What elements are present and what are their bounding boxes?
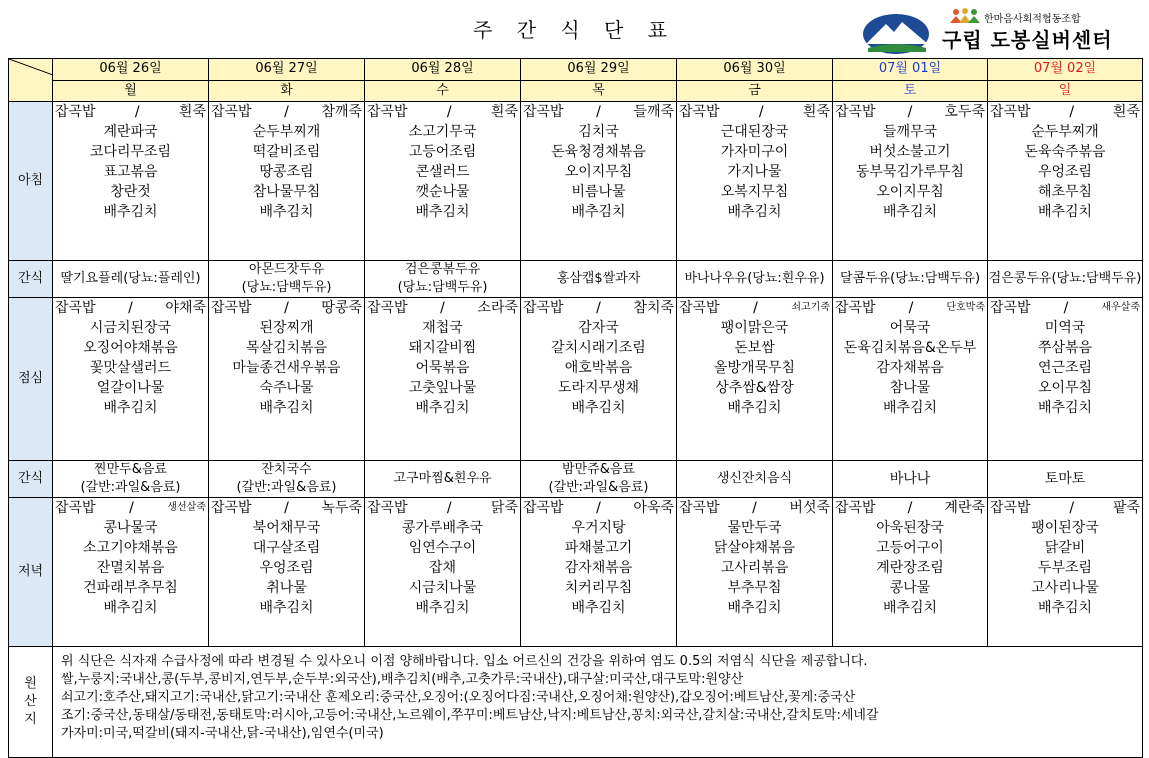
rice: 잡곡밥: [679, 500, 720, 516]
rice: 잡곡밥: [55, 104, 96, 120]
menu-item: 오이지무침: [564, 164, 633, 180]
menu-item: 돈육숙주볶음: [1024, 144, 1106, 160]
menu-item: 재첩국: [422, 320, 463, 336]
menu-item: 떡갈비조림: [252, 144, 321, 160]
menu-item: 오복지무침: [720, 184, 789, 200]
menu-item: 배추김치: [571, 600, 626, 616]
menu-item: 참나물무침: [252, 184, 321, 200]
porridge: 참깨죽: [321, 104, 362, 120]
lunch-row: [9, 298, 1143, 461]
menu-item: 배추김치: [1037, 400, 1093, 416]
porridge: 단호박죽: [946, 302, 985, 313]
snack2-cell: [53, 461, 209, 498]
breakfast-rice-line: [365, 102, 520, 122]
menu-item: 배추김치: [571, 204, 626, 220]
rice: 잡곡밥: [835, 300, 876, 316]
rice: 잡곡밥: [367, 300, 408, 316]
menu-item: 오이무침: [1037, 380, 1093, 396]
menu-item: 부추무침: [727, 580, 782, 596]
dinner-rice-line: [53, 498, 208, 518]
snack2-row: [9, 461, 1143, 498]
menu-item: 배추김치: [882, 600, 938, 616]
snack-line: (갈반:과일&음료): [548, 480, 649, 495]
menu-item: 가자미구이: [720, 144, 789, 160]
menu-item: 감자채볶음: [564, 560, 633, 576]
menu-item: 올방개묵무침: [713, 360, 796, 376]
breakfast-rice-line: [833, 102, 987, 122]
origin-row: [9, 647, 1143, 758]
menu-item: 창란젓: [110, 184, 151, 200]
snack1-cell: [53, 261, 209, 298]
people-icon: [948, 8, 982, 24]
menu-item: 팽이맑은국: [720, 320, 789, 336]
separator: /: [596, 300, 601, 316]
menu-item: 가지나물: [727, 164, 782, 180]
lunch-rice-line: [988, 298, 1142, 318]
menu-item: 순두부찌개: [1031, 124, 1099, 140]
menu-item: 연근조림: [1037, 360, 1093, 376]
menu-item: 닭갈비: [1044, 540, 1086, 556]
menu-item: 우엉조림: [1037, 164, 1093, 180]
menu-item: 건파래부추무침: [83, 580, 178, 596]
snack1-row: [9, 261, 1143, 298]
rice: 잡곡밥: [211, 300, 252, 316]
snack-line: 생신잔치음식: [716, 471, 793, 486]
breakfast-cell: [209, 102, 365, 261]
rice: 잡곡밥: [523, 104, 564, 120]
menu-item: 계란장조림: [876, 560, 944, 576]
menu-item: 배추김치: [727, 204, 782, 220]
separator: /: [1063, 300, 1069, 316]
menu-item: 팽이된장국: [1031, 520, 1099, 536]
snack1-cell: [209, 261, 365, 298]
menu-item: 코다리무조림: [89, 144, 172, 160]
menu-item: 배추김치: [1037, 600, 1093, 616]
menu-item: 돼지갈비찜: [408, 340, 477, 356]
separator: /: [907, 104, 913, 120]
menu-item: 콩나물국: [103, 520, 158, 536]
menu-item: 오이지무침: [876, 184, 944, 200]
menu-item: 꽃맛살샐러드: [89, 360, 172, 376]
menu-item: 배추김치: [415, 400, 470, 416]
date-cell: 06월 26일: [53, 59, 209, 81]
weekday-cell: 수: [365, 80, 521, 102]
date-cell: 06월 27일: [209, 59, 365, 81]
menu-item: 배추김치: [103, 204, 158, 220]
menu-item: 감자국: [578, 320, 619, 336]
menu-item: 콩나물: [889, 580, 931, 596]
porridge: 참치죽: [633, 300, 674, 316]
mountain-logo-icon: [862, 10, 932, 54]
separator: /: [128, 300, 133, 316]
separator: /: [752, 500, 757, 516]
separator: /: [129, 500, 134, 516]
diagonal-divider: [9, 59, 53, 95]
breakfast-rice-line: [53, 102, 208, 122]
snack2-cell: [677, 461, 833, 498]
date-cell: 06월 29일: [521, 59, 677, 81]
snack-line: 딸기요플레(당뇨:플레인): [60, 271, 201, 286]
rice: 잡곡밥: [211, 104, 252, 120]
menu-item: 우엉조림: [259, 560, 314, 576]
menu-item: 닭살야채볶음: [713, 540, 796, 556]
rice: 잡곡밥: [55, 500, 96, 516]
snack-line: 토마토: [1044, 471, 1086, 487]
separator: /: [908, 300, 914, 316]
dinner-row: [9, 498, 1143, 647]
dinner-rice-line: [988, 498, 1142, 518]
menu-item: 고사리나물: [1031, 580, 1099, 596]
weekday-cell: 일: [988, 80, 1143, 102]
center-logo: [862, 6, 1149, 56]
rice: 잡곡밥: [679, 300, 720, 316]
snack1-cell: [988, 261, 1143, 298]
date-cell: 07월 02일: [988, 59, 1143, 81]
snack-line: 잔치국수: [261, 462, 312, 477]
snack2-cell: [833, 461, 988, 498]
menu-item: 된장찌개: [259, 320, 314, 336]
porridge: 닭죽: [490, 500, 518, 516]
menu-item: 비름나물: [571, 184, 626, 200]
separator: /: [596, 104, 601, 120]
separator: /: [596, 500, 601, 516]
menu-item: 북어채무국: [252, 520, 321, 536]
menu-item: 소고기야채볶음: [83, 540, 178, 556]
lunch-cell: [53, 298, 209, 461]
weekday-cell: 금: [677, 80, 833, 102]
porridge: 들깨죽: [633, 104, 674, 120]
dinner-rice-line: [677, 498, 832, 518]
menu-item: 돈보쌈: [734, 340, 775, 356]
corner-cell: [9, 59, 53, 102]
breakfast-rice-line: [677, 102, 832, 122]
porridge: 호두죽: [944, 104, 985, 120]
snack-line: 밤만쥬&음료: [562, 462, 635, 477]
menu-item: 계란파국: [103, 124, 158, 140]
separator: /: [440, 300, 445, 316]
rice: 잡곡밥: [211, 500, 252, 516]
porridge: 녹두죽: [321, 500, 362, 516]
menu-item: 애호박볶음: [564, 360, 633, 376]
menu-item: 배추김치: [415, 204, 470, 220]
menu-item: 잔멸치볶음: [96, 560, 165, 576]
rice: 잡곡밥: [990, 500, 1031, 516]
menu-item: 얼갈이나물: [96, 380, 165, 396]
snack-line: 고구마찜&흰우유: [393, 471, 492, 486]
weekday-cell: 화: [209, 80, 365, 102]
menu-item: 콩가루배추국: [401, 520, 484, 536]
porridge: 야채죽: [165, 300, 206, 316]
porridge: 생선살죽: [167, 502, 206, 513]
weekday-cell: 월: [53, 80, 209, 102]
dinner-cell: [833, 498, 988, 647]
rice: 잡곡밥: [367, 104, 408, 120]
menu-item: 표고볶음: [103, 164, 158, 180]
menu-item: 쭈삼볶음: [1037, 340, 1093, 356]
menu-item: 배추김치: [103, 400, 158, 416]
snack-line: (갈반:과일&음료): [236, 480, 337, 495]
dinner-rice-line: [365, 498, 520, 518]
menu-item: 우거지탕: [571, 520, 626, 536]
lunch-label: 점심: [9, 298, 53, 461]
separator: /: [134, 104, 140, 120]
origin-label: [9, 647, 53, 758]
menu-item: 배추김치: [415, 600, 470, 616]
menu-item: 임연수구이: [408, 540, 477, 556]
origin-label-text: 원산지: [24, 676, 37, 727]
menu-item: 배추김치: [882, 400, 938, 416]
breakfast-rice-line: [209, 102, 364, 122]
date-cell: 06월 28일: [365, 59, 521, 81]
snack-line: (당뇨:담백두유): [397, 280, 488, 295]
rice: 잡곡밥: [990, 300, 1031, 316]
breakfast-row: [9, 102, 1143, 261]
rice: 잡곡밥: [835, 500, 876, 516]
snack2-cell: [988, 461, 1143, 498]
menu-item: 배추김치: [259, 400, 314, 416]
rice: 잡곡밥: [523, 500, 564, 516]
breakfast-cell: [677, 102, 833, 261]
snack1-cell: [677, 261, 833, 298]
separator: /: [753, 300, 758, 316]
separator: /: [907, 500, 913, 516]
origin-line: 쇠고기:호주산,돼지고기:국내산,닭고기:국내산 훈제오리:중국산,오징어:(오징어다짐:국내산,오징어채:원양산),갑오징어:베트남산,꽃게:중국산: [61, 690, 856, 705]
separator: /: [284, 104, 289, 120]
lunch-cell: [833, 298, 988, 461]
dinner-cell: [988, 498, 1143, 647]
menu-item: 상추쌈&쌈장: [715, 380, 794, 396]
lunch-rice-line: [677, 298, 832, 318]
date-row: [9, 59, 1143, 81]
menu-item: 소고기무국: [408, 124, 477, 140]
lunch-cell: [988, 298, 1143, 461]
separator: /: [1069, 104, 1075, 120]
menu-item: 오징어야채볶음: [83, 340, 178, 356]
porridge: 아욱죽: [633, 500, 674, 516]
snack1-cell: [365, 261, 521, 298]
breakfast-cell: [365, 102, 521, 261]
separator: /: [758, 104, 764, 120]
page-title: 주 간 식 단 표: [472, 18, 677, 42]
porridge: 땅콩죽: [321, 300, 362, 316]
origin-line: 쌀,누룽지:국내산,콩(두부,콩비지,연두부,순두부:외국산),배추김치(배추,고춧가루:국내산),대구살:미국산,대구토막:원양산: [61, 672, 744, 687]
porridge: 쇠고기죽: [791, 302, 830, 313]
weekday-row: [9, 80, 1143, 102]
dinner-rice-line: [833, 498, 987, 518]
menu-item: 고등어조림: [408, 144, 477, 160]
rice: 잡곡밥: [523, 300, 564, 316]
snack-line: 바나나: [889, 471, 931, 487]
porridge: 흰죽: [490, 104, 518, 120]
rice: 잡곡밥: [990, 104, 1031, 120]
menu-item: 배추김치: [1037, 204, 1093, 220]
snack-line: 찐만두&음료: [94, 462, 167, 477]
menu-item: 배추김치: [727, 400, 782, 416]
menu-item: 마늘종건새우볶음: [232, 360, 341, 376]
menu-item: 대구살조림: [252, 540, 321, 556]
dinner-label: 저녁: [9, 498, 53, 647]
dinner-cell: [521, 498, 677, 647]
snack2-cell: [365, 461, 521, 498]
menu-item: 땅콩조림: [259, 164, 314, 180]
lunch-cell: [209, 298, 365, 461]
menu-item: 물만두국: [727, 520, 782, 536]
menu-item: 버섯소불고기: [869, 144, 951, 160]
menu-item: 참나물: [889, 380, 931, 396]
menu-item: 동부묵김가루무침: [855, 164, 965, 180]
separator: /: [446, 104, 452, 120]
lunch-rice-line: [365, 298, 520, 318]
separator: /: [284, 300, 289, 316]
menu-item: 어묵국: [889, 320, 931, 336]
porridge: 소라죽: [477, 300, 518, 316]
org-name: 한마음사회적협동조합: [984, 14, 1081, 25]
snack1-cell: [833, 261, 988, 298]
lunch-rice-line: [833, 298, 987, 318]
dinner-cell: [209, 498, 365, 647]
menu-item: 배추김치: [882, 204, 938, 220]
menu-item: 잡채: [428, 560, 457, 576]
dinner-cell: [365, 498, 521, 647]
dinner-rice-line: [209, 498, 364, 518]
menu-item: 숙주나물: [259, 380, 314, 396]
breakfast-rice-line: [988, 102, 1142, 122]
separator: /: [284, 500, 289, 516]
rice: 잡곡밥: [679, 104, 720, 120]
snack1-cell: [521, 261, 677, 298]
porridge: 계란죽: [944, 500, 985, 516]
weekday-cell: 토: [833, 80, 988, 102]
snack2-cell: [521, 461, 677, 498]
menu-item: 들깨무국: [882, 124, 938, 140]
menu-item: 목살김치볶음: [245, 340, 328, 356]
rice: 잡곡밥: [835, 104, 876, 120]
menu-item: 도라지무생채: [557, 380, 640, 396]
snack-line: 달콤두유(당뇨:담백두유): [839, 271, 981, 286]
porridge: 흰죽: [1112, 104, 1140, 120]
snack2-cell: [209, 461, 365, 498]
menu-item: 김치국: [578, 124, 619, 140]
menu-item: 어묵볶음: [415, 360, 470, 376]
snack-line: 바나나우유(당뇨:흰우유): [684, 271, 825, 286]
menu-item: 시금치된장국: [89, 320, 172, 336]
breakfast-cell: [833, 102, 988, 261]
weekday-cell: 목: [521, 80, 677, 102]
snack-line: (당뇨:담백두유): [241, 280, 332, 295]
center-name: 구립 도봉실버센터: [942, 28, 1113, 52]
menu-item: 시금치나물: [408, 580, 477, 596]
snack-line: 홍삼캡$쌀과자: [556, 271, 641, 286]
menu-item: 고춧잎나물: [408, 380, 477, 396]
dinner-cell: [677, 498, 833, 647]
dinner-rice-line: [521, 498, 676, 518]
menu-item: 해초무침: [1037, 184, 1093, 200]
snack2-label: 간식: [9, 461, 53, 498]
menu-item: 배추김치: [571, 400, 626, 416]
date-cell: 06월 30일: [677, 59, 833, 81]
lunch-cell: [365, 298, 521, 461]
menu-item: 아욱된장국: [876, 520, 944, 536]
menu-item: 감자채볶음: [876, 360, 944, 376]
snack-line: (갈반:과일&음료): [80, 480, 181, 495]
menu-item: 취나물: [266, 580, 307, 596]
menu-item: 파채불고기: [564, 540, 633, 556]
lunch-cell: [521, 298, 677, 461]
menu-item: 미역국: [1044, 320, 1086, 336]
origin-line: 조기:중국산,동태살/동태전,동태토막:러시아,고등어:국내산,노르웨이,쭈꾸미:베트남산,낙지:베트남산,꽁치:외국산,갈치살:국내산,갈치토막:세네갈: [61, 708, 879, 723]
menu-item: 배추김치: [727, 600, 782, 616]
menu-item: 깻순나물: [415, 184, 470, 200]
lunch-rice-line: [521, 298, 676, 318]
menu-item: 배추김치: [259, 600, 314, 616]
lunch-rice-line: [209, 298, 364, 318]
menu-item: 배추김치: [259, 204, 314, 220]
separator: /: [446, 500, 452, 516]
date-cell: 07월 01일: [833, 59, 988, 81]
porridge: 버섯죽: [789, 500, 830, 516]
lunch-rice-line: [53, 298, 208, 318]
breakfast-cell: [988, 102, 1143, 261]
porridge: 흰죽: [802, 104, 830, 120]
porridge: 흰죽: [178, 104, 206, 120]
porridge: 새우살죽: [1101, 302, 1140, 313]
origin-line: 가자미:미국,떡갈비(돼지-국내산,닭-국내산),임연수(미국): [61, 726, 384, 741]
menu-item: 근대된장국: [720, 124, 789, 140]
menu-item: 배추김치: [103, 600, 158, 616]
rice: 잡곡밥: [55, 300, 96, 316]
rice: 잡곡밥: [367, 500, 408, 516]
menu-item: 고등어구이: [876, 540, 944, 556]
weekly-menu-table: [8, 58, 1143, 758]
menu-item: 치커리무침: [564, 580, 633, 596]
dinner-cell: [53, 498, 209, 647]
menu-item: 두부조림: [1037, 560, 1093, 576]
snack-line: 검은콩볶두유: [404, 262, 481, 277]
snack-line: 아몬드잣두유: [248, 262, 325, 277]
origin-line: 위 식단은 식자재 수급사정에 따라 변경될 수 있사오니 이점 양해바랍니다. 입소 어르신의 건강을 위하여 염도 0.5의 저염식 식단을 제공합니다.: [61, 654, 868, 669]
menu-item: 갈치시래기조림: [551, 340, 646, 356]
separator: /: [1069, 500, 1075, 516]
porridge: 팥죽: [1112, 500, 1140, 516]
origin-info: [53, 647, 1143, 758]
menu-item: 돈육김치볶음&온두부: [843, 340, 977, 356]
breakfast-label: 아침: [9, 102, 53, 261]
breakfast-cell: [521, 102, 677, 261]
lunch-cell: [677, 298, 833, 461]
snack1-label: 간식: [9, 261, 53, 298]
breakfast-rice-line: [521, 102, 676, 122]
breakfast-cell: [53, 102, 209, 261]
menu-item: 돈육청경채볶음: [551, 144, 646, 160]
menu-item: 콘샐러드: [415, 164, 470, 180]
menu-item: 고사리볶음: [720, 560, 789, 576]
menu-item: 순두부찌개: [252, 124, 321, 140]
snack-line: 검은콩두유(당뇨:담백두유): [988, 271, 1142, 286]
